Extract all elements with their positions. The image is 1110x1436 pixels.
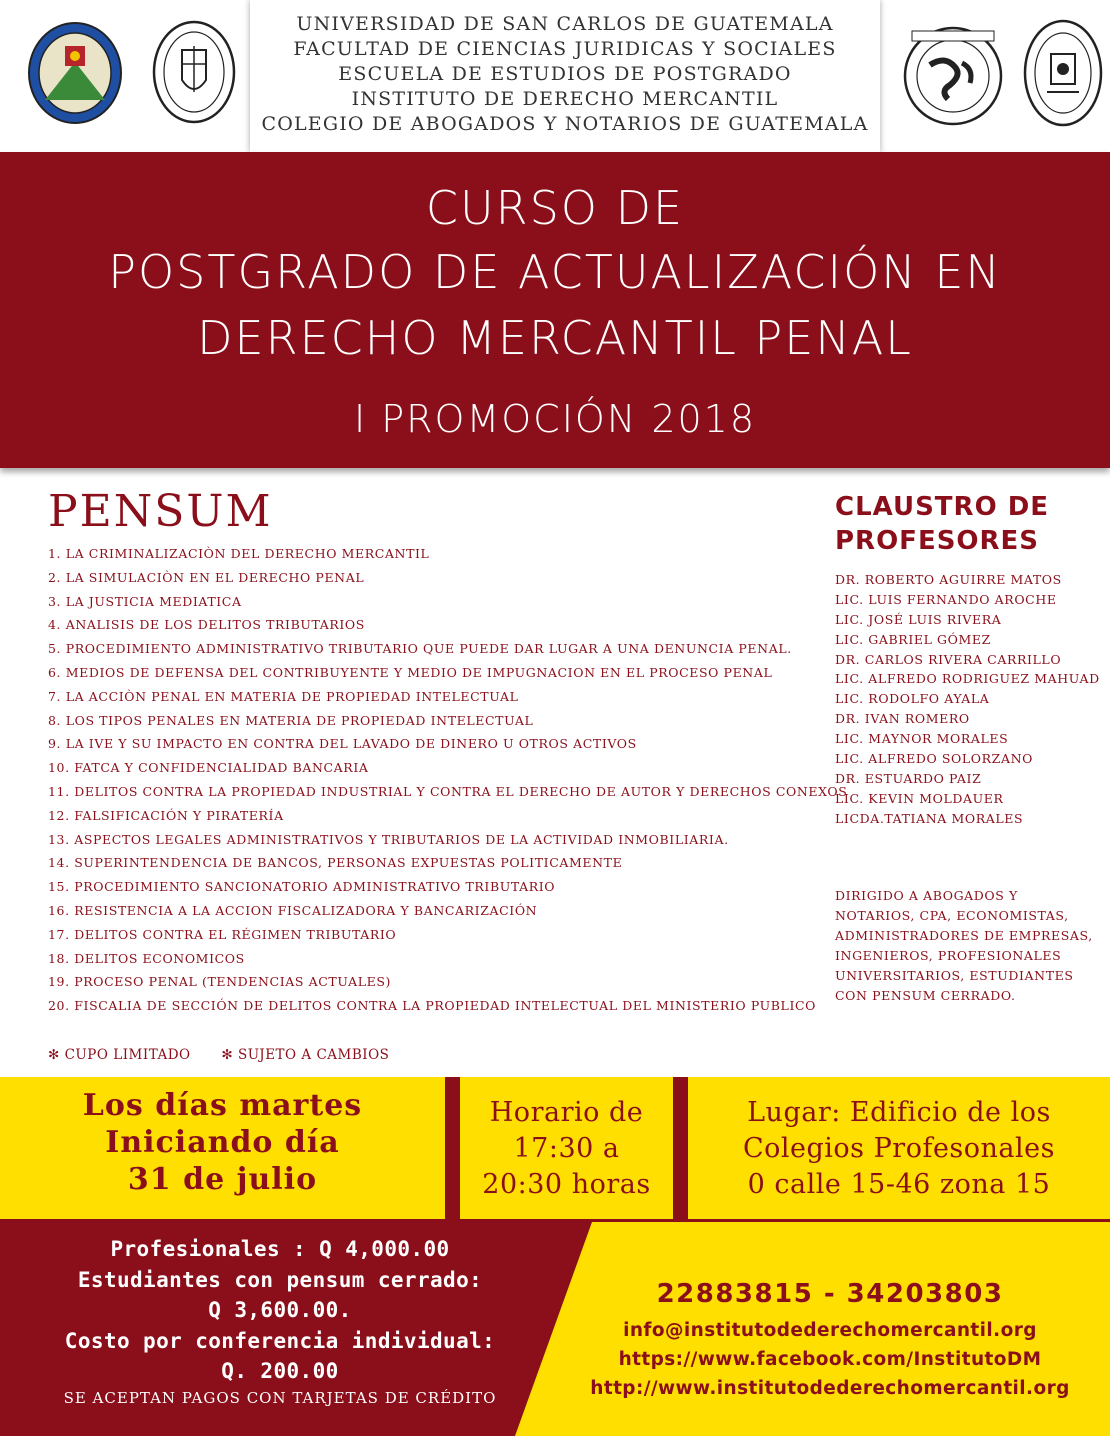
pensum-item: 20. FISCALIA DE SECCIÓN DE DELITOS CONTRA LA PROPIEDAD INTELECTUAL DEL MINISTERIO PUBLICO <box>48 998 817 1014</box>
days-box <box>0 1077 445 1219</box>
title-line-2: POSTGRADO DE ACTUALIZACIÓN EN <box>108 245 1002 299</box>
professor-list <box>835 570 1100 829</box>
cost-line: Q. 200.00 <box>221 1359 339 1383</box>
website-link[interactable]: http://www.institutodederechomercantil.org <box>590 1378 1070 1399</box>
facebook-link[interactable]: https://www.facebook.com/InstitutoDM <box>618 1349 1042 1370</box>
pensum-item: 19. PROCESO PENAL (TENDENCIAS ACTUALES) <box>48 974 391 990</box>
cost-line: Estudiantes con pensum cerrado: <box>77 1267 483 1292</box>
hours-line: 17:30 a <box>513 1133 620 1164</box>
pensum-heading: PENSUM <box>48 486 273 537</box>
professor-item: DR. ROBERTO AGUIRRE MATOS <box>835 572 1062 587</box>
pensum-item: 6. MEDIOS DE DEFENSA DEL CONTRIBUYENTE Y MEDIO DE IMPUGNACION EN EL PROCESO PENAL <box>48 664 773 680</box>
pensum-item: 2. LA SIMULACIÒN EN EL DERECHO PENAL <box>48 569 365 585</box>
phone-numbers: 22883815 - 34203803 <box>656 1279 1004 1309</box>
pensum-item: 12. FALSIFICACIÓN Y PIRATERÍA <box>48 807 284 823</box>
pensum-item: 18. DELITOS ECONOMICOS <box>48 950 245 966</box>
usac-seal-icon <box>25 20 125 126</box>
faculty-seal-icon <box>152 20 236 124</box>
pensum-item: 14. SUPERINTENDENCIA DE BANCOS, PERSONAS EXPUESTAS POLITICAMENTE <box>48 855 623 871</box>
professor-item: LIC. ALFREDO SOLORZANO <box>835 751 1033 767</box>
hours-box <box>460 1077 673 1219</box>
place-line: Colegios Profesonales <box>742 1133 1055 1164</box>
pensum-item: 8. LOS TIPOS PENALES EN MATERIA DE PROPIEDAD INTELECTUAL <box>48 712 534 728</box>
pensum-item: 16. RESISTENCIA A LA ACCION FISCALIZADORA Y BANCARIZACIÓN <box>48 902 538 918</box>
institution-line: INSTITUTO DE DERECHO MERCANTIL <box>351 88 779 110</box>
place-line: 0 calle 15-46 zona 15 <box>747 1169 1051 1200</box>
note-subject-to-change: ✻ SUJETO A CAMBIOS <box>221 1047 390 1063</box>
notes <box>48 1047 415 1063</box>
professor-item: LIC. GABRIEL GÓMEZ <box>835 631 991 647</box>
professor-item: LIC. LUIS FERNANDO AROCHE <box>835 591 1057 607</box>
place-box <box>688 1077 1110 1219</box>
pensum-item: 11. DELITOS CONTRA LA PROPIEDAD INDUSTRIAL Y CONTRA EL DERECHO DE AUTOR Y DERECHOS CONEXOS <box>48 783 848 799</box>
pensum-item: 9. LA IVE Y SU IMPACTO EN CONTRA DEL LAVADO DE DINERO U OTROS ACTIVOS <box>48 736 637 752</box>
institution-line: FACULTAD DE CIENCIAS JURIDICAS Y SOCIALES <box>293 38 837 60</box>
professor-item: DR. CARLOS RIVERA CARRILLO <box>835 651 1062 667</box>
claustro-heading-line: CLAUSTRO DE <box>835 492 1050 522</box>
institutions-box <box>250 0 880 152</box>
cost-line: Profesionales : Q 4,000.00 <box>110 1237 450 1261</box>
days-line: Iniciando día <box>105 1125 340 1160</box>
days-line: 31 de julio <box>127 1162 318 1197</box>
target-audience: DIRIGIDO A ABOGADOS Y NOTARIOS, CPA, ECONOMISTAS, ADMINISTRADORES DE EMPRESAS, INGENIEROS, PROFESIONALES UNIVERSITARIOS, ESTUDIANTES CON PENSUM CERRADO. <box>835 888 1093 1003</box>
place-line: Lugar: Edificio de los <box>747 1097 1051 1128</box>
professor-item: DR. ESTUARDO PAIZ <box>835 770 982 786</box>
contact-panel <box>560 1272 1100 1403</box>
pensum-item: 5. PROCEDIMIENTO ADMINISTRATIVO TRIBUTARIO QUE PUEDE DAR LUGAR A UNA DENUNCIA PENAL. <box>48 641 792 657</box>
claustro-heading <box>835 490 1049 558</box>
costs-panel <box>0 1234 560 1409</box>
hours-line: 20:30 horas <box>482 1169 651 1200</box>
professor-item: DR. IVAN ROMERO <box>835 711 970 727</box>
pensum-item: 10. FATCA Y CONFIDENCIALIDAD BANCARIA <box>48 760 369 776</box>
title-line-3: DERECHO MERCANTIL PENAL <box>197 311 913 365</box>
professor-item: LIC. RODOLFO AYALA <box>835 691 990 707</box>
professor-item: LIC. MAYNOR MORALES <box>835 731 1009 747</box>
cost-line: Q 3,600.00. <box>208 1298 352 1322</box>
professor-item: LIC. ALFREDO RODRIGUEZ MAHUAD <box>835 671 1100 687</box>
pensum-item: 1. LA CRIMINALIZACIÒN DEL DERECHO MERCANTIL <box>48 546 430 561</box>
email-link[interactable]: info@institutodederechomercantil.org <box>623 1320 1037 1341</box>
professor-item: LIC. JOSÉ LUIS RIVERA <box>835 611 1002 627</box>
colegio-seal-icon <box>1023 18 1103 128</box>
days-line: Los días martes <box>82 1088 363 1123</box>
professor-item: LICDA.TATIANA MORALES <box>835 810 1024 826</box>
professor-item: LIC. KEVIN MOLDAUER <box>835 790 1004 806</box>
pensum-item: 4. ANALISIS DE LOS DELITOS TRIBUTARIOS <box>48 617 365 633</box>
pensum-item: 3. LA JUSTICIA MEDIATICA <box>48 593 242 609</box>
credit-card-note: SE ACEPTAN PAGOS CON TARJETAS DE CRÉDITO <box>63 1388 497 1407</box>
institution-line: COLEGIO DE ABOGADOS Y NOTARIOS DE GUATEMALA <box>261 113 869 135</box>
pensum-item: 15. PROCEDIMIENTO SANCIONATORIO ADMINISTRATIVO TRIBUTARIO <box>48 879 556 895</box>
claustro-heading-line: PROFESORES <box>835 526 1040 556</box>
cost-line: Costo por conferencia individual: <box>64 1328 496 1353</box>
institution-line: UNIVERSIDAD DE SAN CARLOS DE GUATEMALA <box>296 13 834 35</box>
pensum-item: 13. ASPECTOS LEGALES ADMINISTRATIVOS Y TRIBUTARIOS DE LA ACTIVIDAD INMOBILIARIA. <box>48 831 729 847</box>
promotion-title: I PROMOCIÓN 2018 <box>353 397 757 441</box>
institution-line: ESCUELA DE ESTUDIOS DE POSTGRADO <box>338 63 792 85</box>
note-limited-seats: ✻ CUPO LIMITADO <box>48 1047 191 1063</box>
pensum-item: 17. DELITOS CONTRA EL RÉGIMEN TRIBUTARIO <box>48 926 397 942</box>
hours-line: Horario de <box>489 1097 644 1128</box>
title-line-1: CURSO DE <box>425 181 685 235</box>
pensum-item: 7. LA ACCIÒN PENAL EN MATERIA DE PROPIEDAD INTELECTUAL <box>48 688 519 704</box>
mercantil-institute-seal-icon <box>900 25 1006 127</box>
pensum-list <box>48 542 848 1018</box>
